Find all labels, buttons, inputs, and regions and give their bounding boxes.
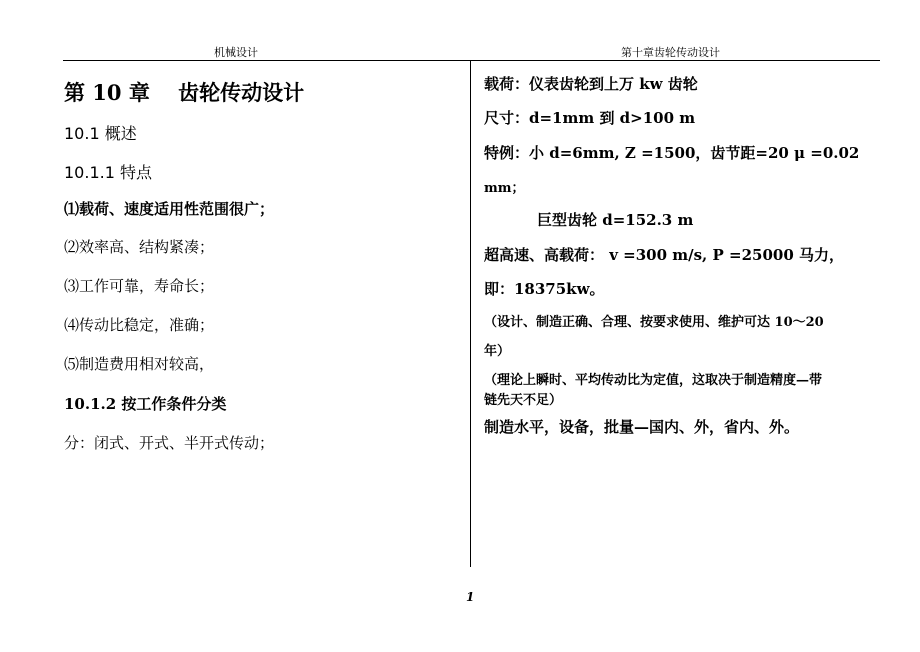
giant-gear-line: 巨型齿轮 d=152.3 m [537,211,694,229]
super-high-speed-line: 超高速、高载荷： v =300 m/s, P =25000 马力， [484,246,844,264]
subsection-heading-2: 10.1.2 按工作条件分类 [64,395,227,413]
feature-item-3: ⑶工作可靠，寿命长； [64,277,215,295]
size-range-line: 尺寸：d=1mm 到 d>100 m [484,109,696,127]
classification-line: 分：闭式、开式、半开式传动； [64,434,275,452]
page-number: 1 [466,590,475,604]
subsection-heading: 10.1.1 特点 [64,163,152,182]
life-note-line: （设计、制造正确、合理、按要求使用、维护可达 10～20 [484,315,824,330]
section-heading: 10.1 概述 [64,124,137,143]
feature-item-5: ⑸制造费用相对较高， [64,355,215,373]
header-left-title: 机械设计 [214,46,258,59]
ratio-note-continuation: 链先天不足） [484,393,563,408]
manufacturing-line: 制造水平，设备，批量—国内、外，省内、外。 [484,418,800,436]
header-rule [63,60,880,61]
feature-item-2: ⑵效率高、结构紧凑； [64,238,215,256]
power-equivalent-line: 即：18375kw。 [484,280,605,298]
special-case-continuation: mm； [484,181,525,196]
column-divider [470,61,471,567]
ratio-note-line: （理论上瞬时、平均传动比为定值，这取决于制造精度—带 [484,373,823,388]
load-range-line: 载荷：仪表齿轮到上万 kw 齿轮 [484,75,698,93]
life-note-continuation: 年） [484,344,511,359]
chapter-title: 第 10 章 齿轮传动设计 [64,80,305,105]
feature-item-1: ⑴载荷、速度适用性范围很广； [64,200,275,218]
special-case-line: 特例：小 d=6mm, Z =1500，齿节距=20 μ =0.02 [484,144,860,162]
header-right-title: 第十章齿轮传动设计 [621,46,720,59]
feature-item-4: ⑷传动比稳定，准确； [64,316,215,334]
